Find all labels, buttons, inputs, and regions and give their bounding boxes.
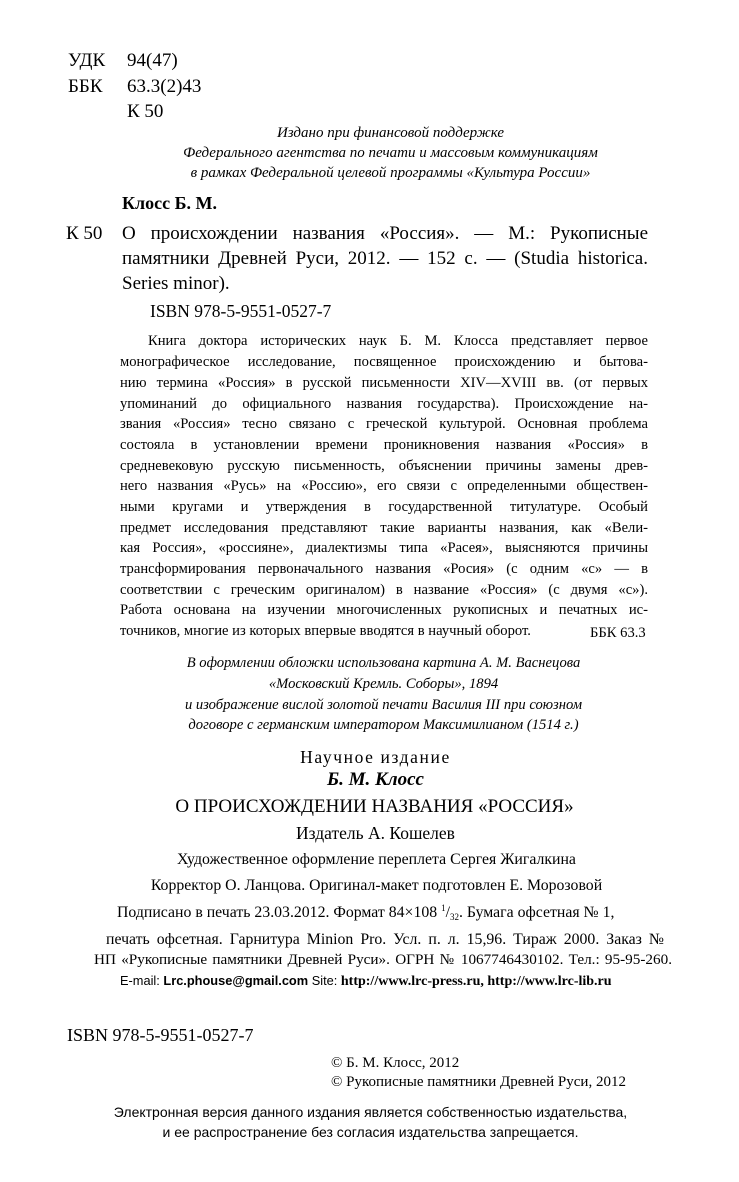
signed-suffix: . Бумага офсетная № 1, <box>459 904 615 921</box>
abstract-line: монографическое исследование, посвященное происхождению и бытова- <box>120 354 648 370</box>
isbn-bottom: ISBN 978-5-9551-0527-7 <box>67 1025 254 1045</box>
imprint-publisher: Издатель А. Кошелев <box>296 823 455 843</box>
signed-prefix: Подписано в печать 23.03.2012. Формат 84×108 <box>117 904 438 921</box>
catalog-isbn: ISBN 978-5-9551-0527-7 <box>150 301 332 321</box>
abstract-line: точников, многие из которых впервые вводятся в научный оборот. <box>120 623 531 639</box>
abstract-line: средневековую русскую письменность, объяснении причины замены древ- <box>120 458 648 474</box>
abstract-line: состояла в установлении времени проникновения названия «Россия» в <box>120 437 648 453</box>
abstract-line: ными кругами и утверждения в государственной титулатуре. Особый <box>120 499 648 515</box>
copyright-publisher: © Рукописные памятники Древней Руси, 2012 <box>331 1074 626 1090</box>
imprint-proof: Корректор О. Ланцова. Оригинал-макет подготовлен Е. Морозовой <box>150 877 603 894</box>
site-label: Site: <box>311 973 338 988</box>
cover-note-line-1: В оформлении обложки использована картина А. М. Васнецова <box>186 655 581 671</box>
format-denominator: 32 <box>450 912 460 922</box>
footer-note-line-2: и ее распространение без согласия издательства запрещается. <box>162 1124 579 1140</box>
abstract-line: соответствии с греческим оригиналом) в название «Россия» (с двумя «с»). <box>120 582 648 598</box>
copyright-author: © Б. М. Клосс, 2012 <box>331 1055 460 1071</box>
abstract-line: него названия «Русь» на «Россию», его связи с определенными обществен- <box>120 478 648 494</box>
imprint-contacts <box>120 973 612 990</box>
abstract-line: звания «Россия» тесно связано с греческой культурой. Основная проблема <box>120 416 648 432</box>
cover-note-line-2: «Московский Кремль. Соборы», 1894 <box>268 676 499 692</box>
format-numerator: 1 <box>441 903 446 913</box>
abstract-line: трансформирования первоначального названия «Росия» (с одним «с» — в <box>120 561 648 577</box>
author-heading: Клосс Б. М. <box>122 193 218 213</box>
udk-value: 94(47) <box>127 50 178 71</box>
support-note-line-1: Издано при финансовой поддержке <box>276 125 505 141</box>
abstract-line: упоминаний до официального названия государства). Происхождение на- <box>120 396 648 412</box>
abstract-line: Работа основана на изучении многочисленных рукописных и печатных ис- <box>120 602 648 618</box>
catalog-line-1: О происхождении названия «Россия». — М.: Рукописные <box>122 223 648 244</box>
abstract-bbk: ББК 63.3 <box>590 625 646 641</box>
bbk-label: ББК <box>68 76 103 97</box>
author-mark: К 50 <box>127 101 164 122</box>
support-note-line-2: Федерального агентства по печати и массовым коммуникациям <box>183 145 598 161</box>
imprint-org-line: НП «Рукописные памятники Древней Руси». ОГРН № 1067746430102. Тел.: 95-95-260. <box>94 951 672 968</box>
imprint-title: О ПРОИСХОЖДЕНИИ НАЗВАНИЯ «РОССИЯ» <box>175 796 574 817</box>
abstract-line: нию термина «Россия» в русской письменности XIV—XVIII вв. (от первых <box>120 375 648 391</box>
email-label: E-mail: <box>120 973 160 988</box>
site-links[interactable]: http://www.lrc-press.ru, http://www.lrc-lib.ru <box>340 974 612 989</box>
imprint-print-line: печать офсетная. Гарнитура Minion Pro. Усл. п. л. 15,96. Тираж 2000. Заказ № <box>106 931 664 948</box>
abstract-line: Книга доктора исторических наук Б. М. Клосса представляет первое <box>148 333 648 349</box>
abstract-line: предмет исследования представляют такие варианты названия, как «Вели- <box>120 520 648 536</box>
imprint-design: Художественное оформление переплета Сергея Жигалкина <box>177 851 576 868</box>
edition-type: Научное издание <box>300 747 451 767</box>
email-link[interactable]: Lrc.phouse@gmail.com <box>163 973 309 988</box>
cover-note-line-4: договоре с германским императором Максимилианом (1514 г.) <box>188 717 579 733</box>
abstract-line: кая Россия», «россияне», диалектизмы типа «Расея», выясняются причины <box>120 540 648 556</box>
cover-note-line-3: и изображение вислой золотой печати Василия III при союзном <box>184 697 583 713</box>
catalog-line-3: Series minor). <box>122 273 230 294</box>
catalog-line-2: памятники Древней Руси, 2012. — 152 с. — (Studia historica. <box>122 248 648 269</box>
catalog-mark: К 50 <box>66 223 103 244</box>
imprint-signed: Подписано в печать 23.03.2012. Формат 84×108 $^1/_{32}$. Бумага офсетная № 1, <box>117 903 615 922</box>
bbk-value: 63.3(2)43 <box>127 76 202 97</box>
footer-note-line-1: Электронная версия данного издания является собственностью издательства, <box>113 1104 628 1120</box>
imprint-author: Б. М. Клосс <box>327 769 424 790</box>
support-note-line-3: в рамках Федеральной целевой программы «Культура России» <box>190 165 591 181</box>
udk-label: УДК <box>68 50 106 71</box>
